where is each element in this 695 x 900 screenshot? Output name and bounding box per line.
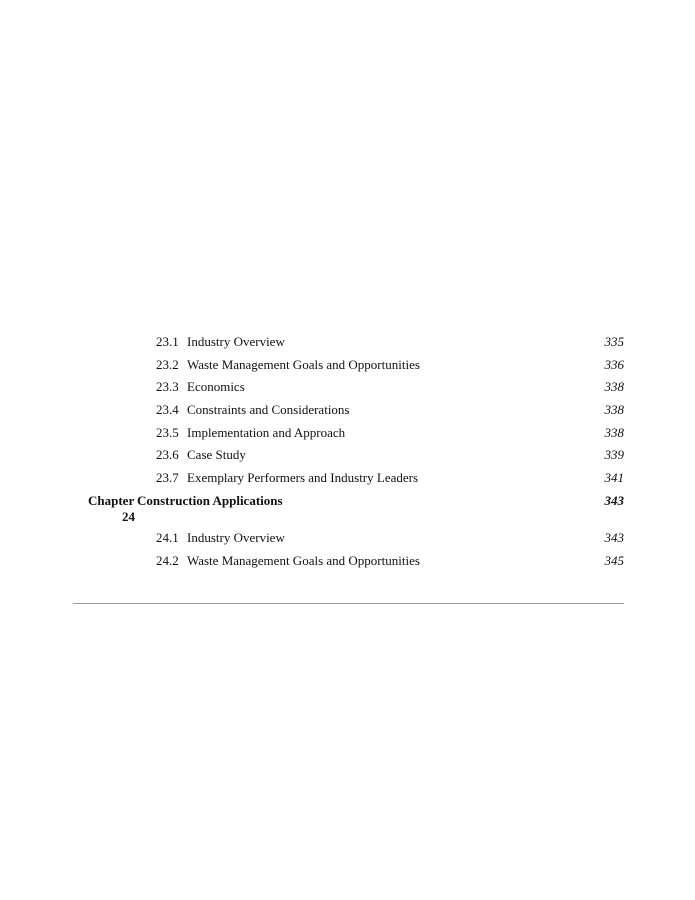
chapter-label: Chapter <box>88 493 135 508</box>
page-number: 341 <box>604 470 624 485</box>
section-number: 23.7 <box>156 470 179 485</box>
section-number: 24.2 <box>156 553 179 568</box>
page-number: 343 <box>604 493 624 508</box>
section-title: Case Study <box>187 447 246 462</box>
section-number: 23.6 <box>156 447 179 462</box>
section-title: Economics <box>187 379 245 394</box>
section-title: Industry Overview <box>187 530 285 545</box>
page-number: 339 <box>604 447 624 462</box>
section-number: 23.4 <box>156 402 179 417</box>
chapter-title: Construction Applications <box>137 493 283 508</box>
page-number: 338 <box>604 379 624 394</box>
section-title: Exemplary Performers and Industry Leaders <box>187 470 419 485</box>
section-number: 23.2 <box>156 357 179 372</box>
section-number: 24.1 <box>156 530 179 545</box>
section-title: Waste Management Goals and Opportunities <box>187 553 420 568</box>
page-number: 343 <box>604 530 624 545</box>
page-number: 338 <box>604 425 624 440</box>
page-number: 335 <box>604 334 624 349</box>
page-number: 338 <box>604 402 624 417</box>
section-number: 23.1 <box>156 334 179 349</box>
section-title: Constraints and Considerations <box>187 402 350 417</box>
section-title: Industry Overview <box>187 334 285 349</box>
section-number: 23.3 <box>156 379 179 394</box>
section-number: 23.5 <box>156 425 179 440</box>
chapter-number: 24 <box>122 509 135 524</box>
page-number: 345 <box>604 553 624 568</box>
section-title: Waste Management Goals and Opportunities <box>187 357 420 372</box>
section-title: Implementation and Approach <box>187 425 346 440</box>
page-number: 336 <box>604 357 624 372</box>
page-divider <box>73 603 624 604</box>
